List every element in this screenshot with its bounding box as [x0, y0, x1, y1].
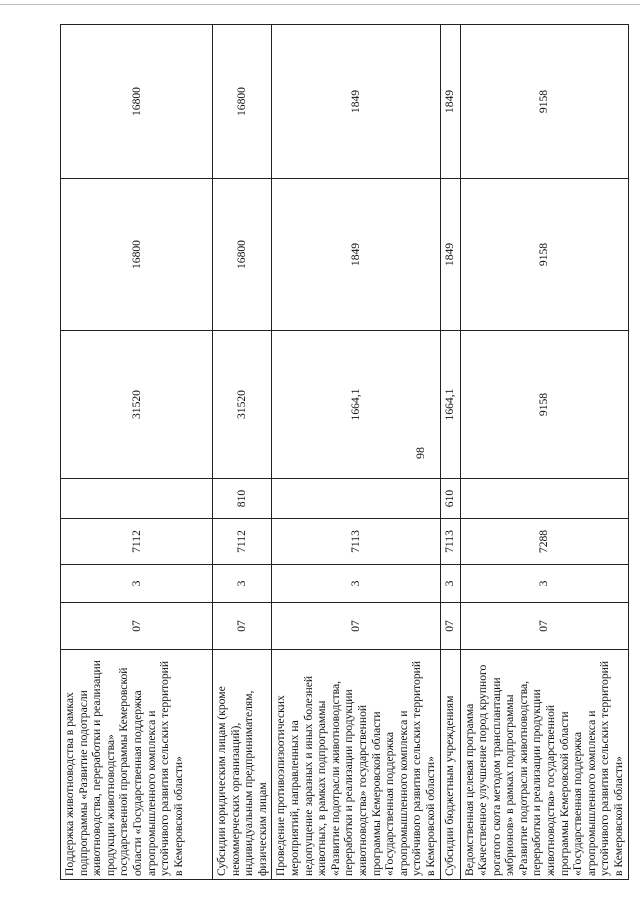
- rotated-table-wrapper: [60, 25, 626, 880]
- cell-expense-type: [272, 479, 440, 519]
- budget-table: [60, 24, 629, 880]
- cell-target: 7112: [213, 519, 272, 565]
- cell-amount2: 1849: [440, 179, 460, 331]
- cell-target: 7112: [61, 519, 213, 565]
- page-number: 98: [413, 447, 427, 459]
- cell-name: Субсидии бюджетным учреждениям: [440, 650, 460, 880]
- cell-name: Ведомственная целевая программа «Качественное улучшение пород крупного рогатого скота методом трансплантации эмбрионов» в рамках подпрограммы «Развитие подотрасли животноводства, переработки и реализации продукции животноводства» государственной программы Кемеровской области «Государственная поддержка агропромышленного комплекса и устойчивого развития сельских территорий в Кемеровской области»: [460, 650, 628, 880]
- page-top-rule: [0, 4, 640, 5]
- cell-amount3: 1849: [440, 25, 460, 179]
- cell-section: 07: [213, 603, 272, 650]
- cell-name: Субсидии юридическим лицам (кроме некоммерческих организаций), индивидуальным предпринимателям, физическим лицам: [213, 650, 272, 880]
- table-row: [272, 25, 440, 880]
- cell-name: Проведение противоэпизоотических мероприятий, направленных на недопущение заразных и иных болезней животных, в рамках подпрограммы «Развитие подотрасли животноводства, переработки и реализации продукции животноводства» государственной программы Кемеровской области «Государственная поддержка агропромышленного комплекса и устойчивого развития сельских территорий в Кемеровской области»: [272, 650, 440, 880]
- cell-amount3: 1849: [272, 25, 440, 179]
- cell-amount3: 9158: [460, 25, 628, 179]
- cell-expense-type: [460, 479, 628, 519]
- cell-amount1: 1664,1: [440, 331, 460, 479]
- cell-amount2: 16800: [61, 179, 213, 331]
- cell-amount1: 31520: [61, 331, 213, 479]
- cell-subsection: 3: [440, 565, 460, 603]
- cell-name: Поддержка животноводства в рамках подпрограммы «Развитие подотрасли животноводства, переработки и реализации продукции животноводства» государственной программы Кемеровской области «Государственная поддержка агропромышленного комплекса и устойчивого развития сельских территорий в Кемеровской области»: [61, 650, 213, 880]
- cell-section: 07: [272, 603, 440, 650]
- cell-expense-type: 610: [440, 479, 460, 519]
- table-row: [460, 25, 628, 880]
- cell-section: 07: [460, 603, 628, 650]
- cell-amount3: 16800: [61, 25, 213, 179]
- cell-subsection: 3: [213, 565, 272, 603]
- table-row: [440, 25, 460, 880]
- cell-expense-type: 810: [213, 479, 272, 519]
- cell-amount1: 31520: [213, 331, 272, 479]
- table-row: [61, 25, 213, 880]
- table-row: [213, 25, 272, 880]
- cell-amount2: 1849: [272, 179, 440, 331]
- cell-subsection: 3: [272, 565, 440, 603]
- cell-amount2: 16800: [213, 179, 272, 331]
- cell-target: 7288: [460, 519, 628, 565]
- cell-amount1: 1664,1: [272, 331, 440, 479]
- cell-section: 07: [440, 603, 460, 650]
- cell-amount1: 9158: [460, 331, 628, 479]
- cell-target: 7113: [440, 519, 460, 565]
- cell-expense-type: [61, 479, 213, 519]
- cell-section: 07: [61, 603, 213, 650]
- cell-subsection: 3: [61, 565, 213, 603]
- cell-target: 7113: [272, 519, 440, 565]
- cell-amount3: 16800: [213, 25, 272, 179]
- cell-amount2: 9158: [460, 179, 628, 331]
- cell-subsection: 3: [460, 565, 628, 603]
